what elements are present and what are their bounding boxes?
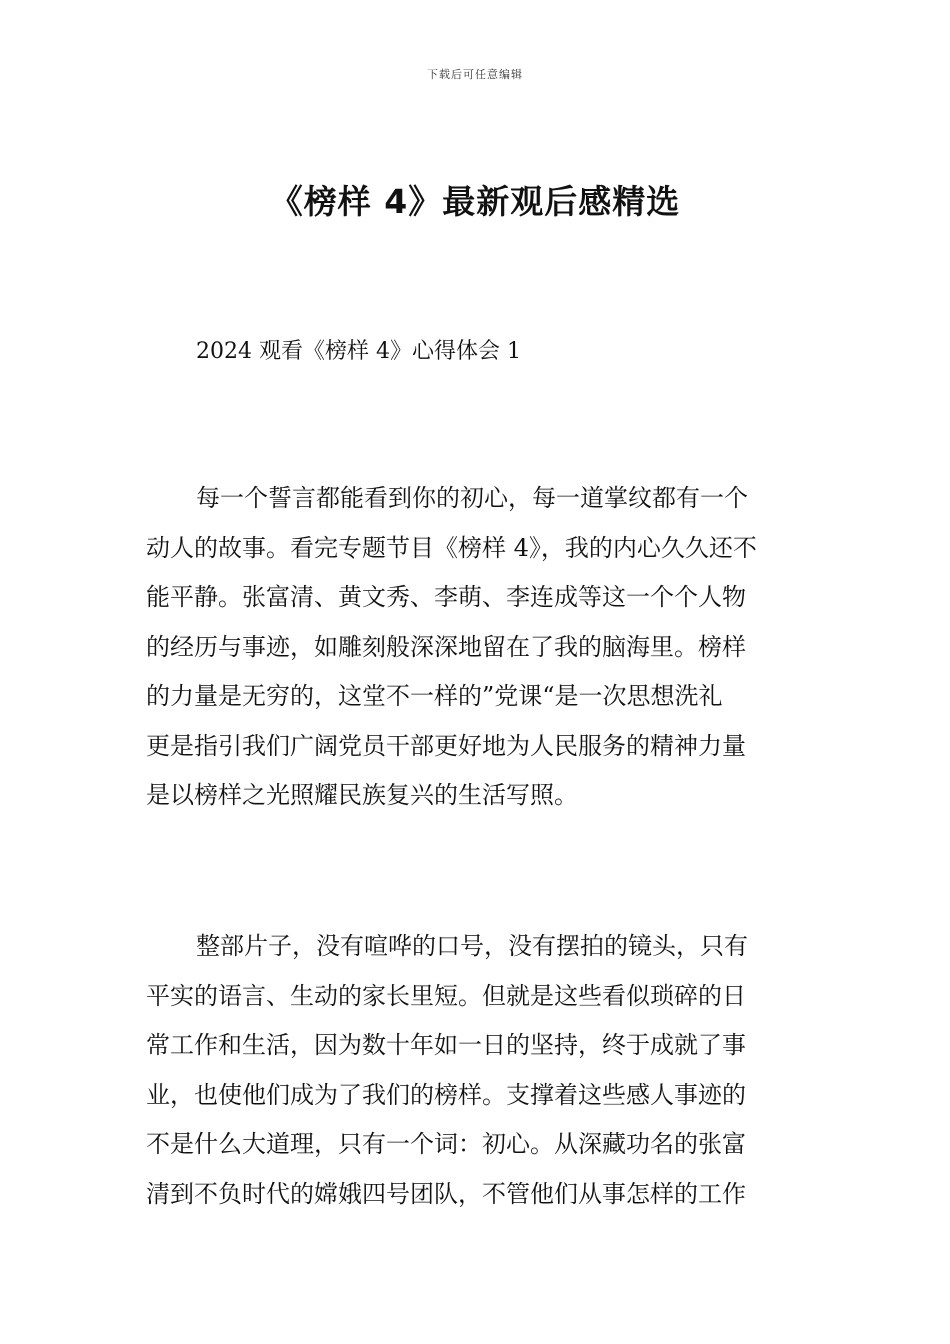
paragraph-line: 业，也使他们成为了我们的榜样。支撑着这些感人事迹的 xyxy=(146,1080,746,1109)
paragraph-line: 不是什么大道理，只有一个词：初心。从深藏功名的张富 xyxy=(146,1130,746,1158)
paragraph-1 xyxy=(146,474,810,821)
paragraph-line: 动人的故事。看完专题节目《榜样 4》，我的内心久久还不 xyxy=(146,533,757,562)
paragraph-2 xyxy=(146,922,810,1219)
header-note: 下载后可任意编辑 xyxy=(427,68,523,81)
paragraph-line: 更是指引我们广阔党员干部更好地为人民服务的精神力量 xyxy=(146,731,746,760)
paragraph-line: 每一个誓言都能看到你的初心，每一道掌纹都有一个 xyxy=(196,484,748,512)
paragraph-line: 是以榜样之光照耀民族复兴的生活写照。 xyxy=(146,781,578,809)
paragraph-line: 常工作和生活，因为数十年如一日的坚持，终于成就了事 xyxy=(146,1031,746,1059)
paragraph-line: 整部片子，没有喧哗的口号，没有摆拍的镜头，只有 xyxy=(196,932,748,960)
section-subheading: 2024 观看《榜样 4》心得体会 1 xyxy=(196,339,521,364)
paragraph-line: 的经历与事迹，如雕刻般深深地留在了我的脑海里。榜样 xyxy=(146,632,746,661)
paragraph-line: 平实的语言、生动的家长里短。但就是这些看似琐碎的日 xyxy=(146,981,746,1010)
document-title: 《榜样 4》最新观后感精选 xyxy=(269,182,681,221)
paragraph-line: 清到不负时代的嫦娥四号团队，不管他们从事怎样的工作 xyxy=(146,1179,746,1208)
paragraph-line: 能平静。张富清、黄文秀、李萌、李连成等这一个个人物 xyxy=(146,583,746,611)
paragraph-line: 的力量是无穷的，这堂不一样的”党课“是一次思想洗礼 xyxy=(146,682,723,710)
